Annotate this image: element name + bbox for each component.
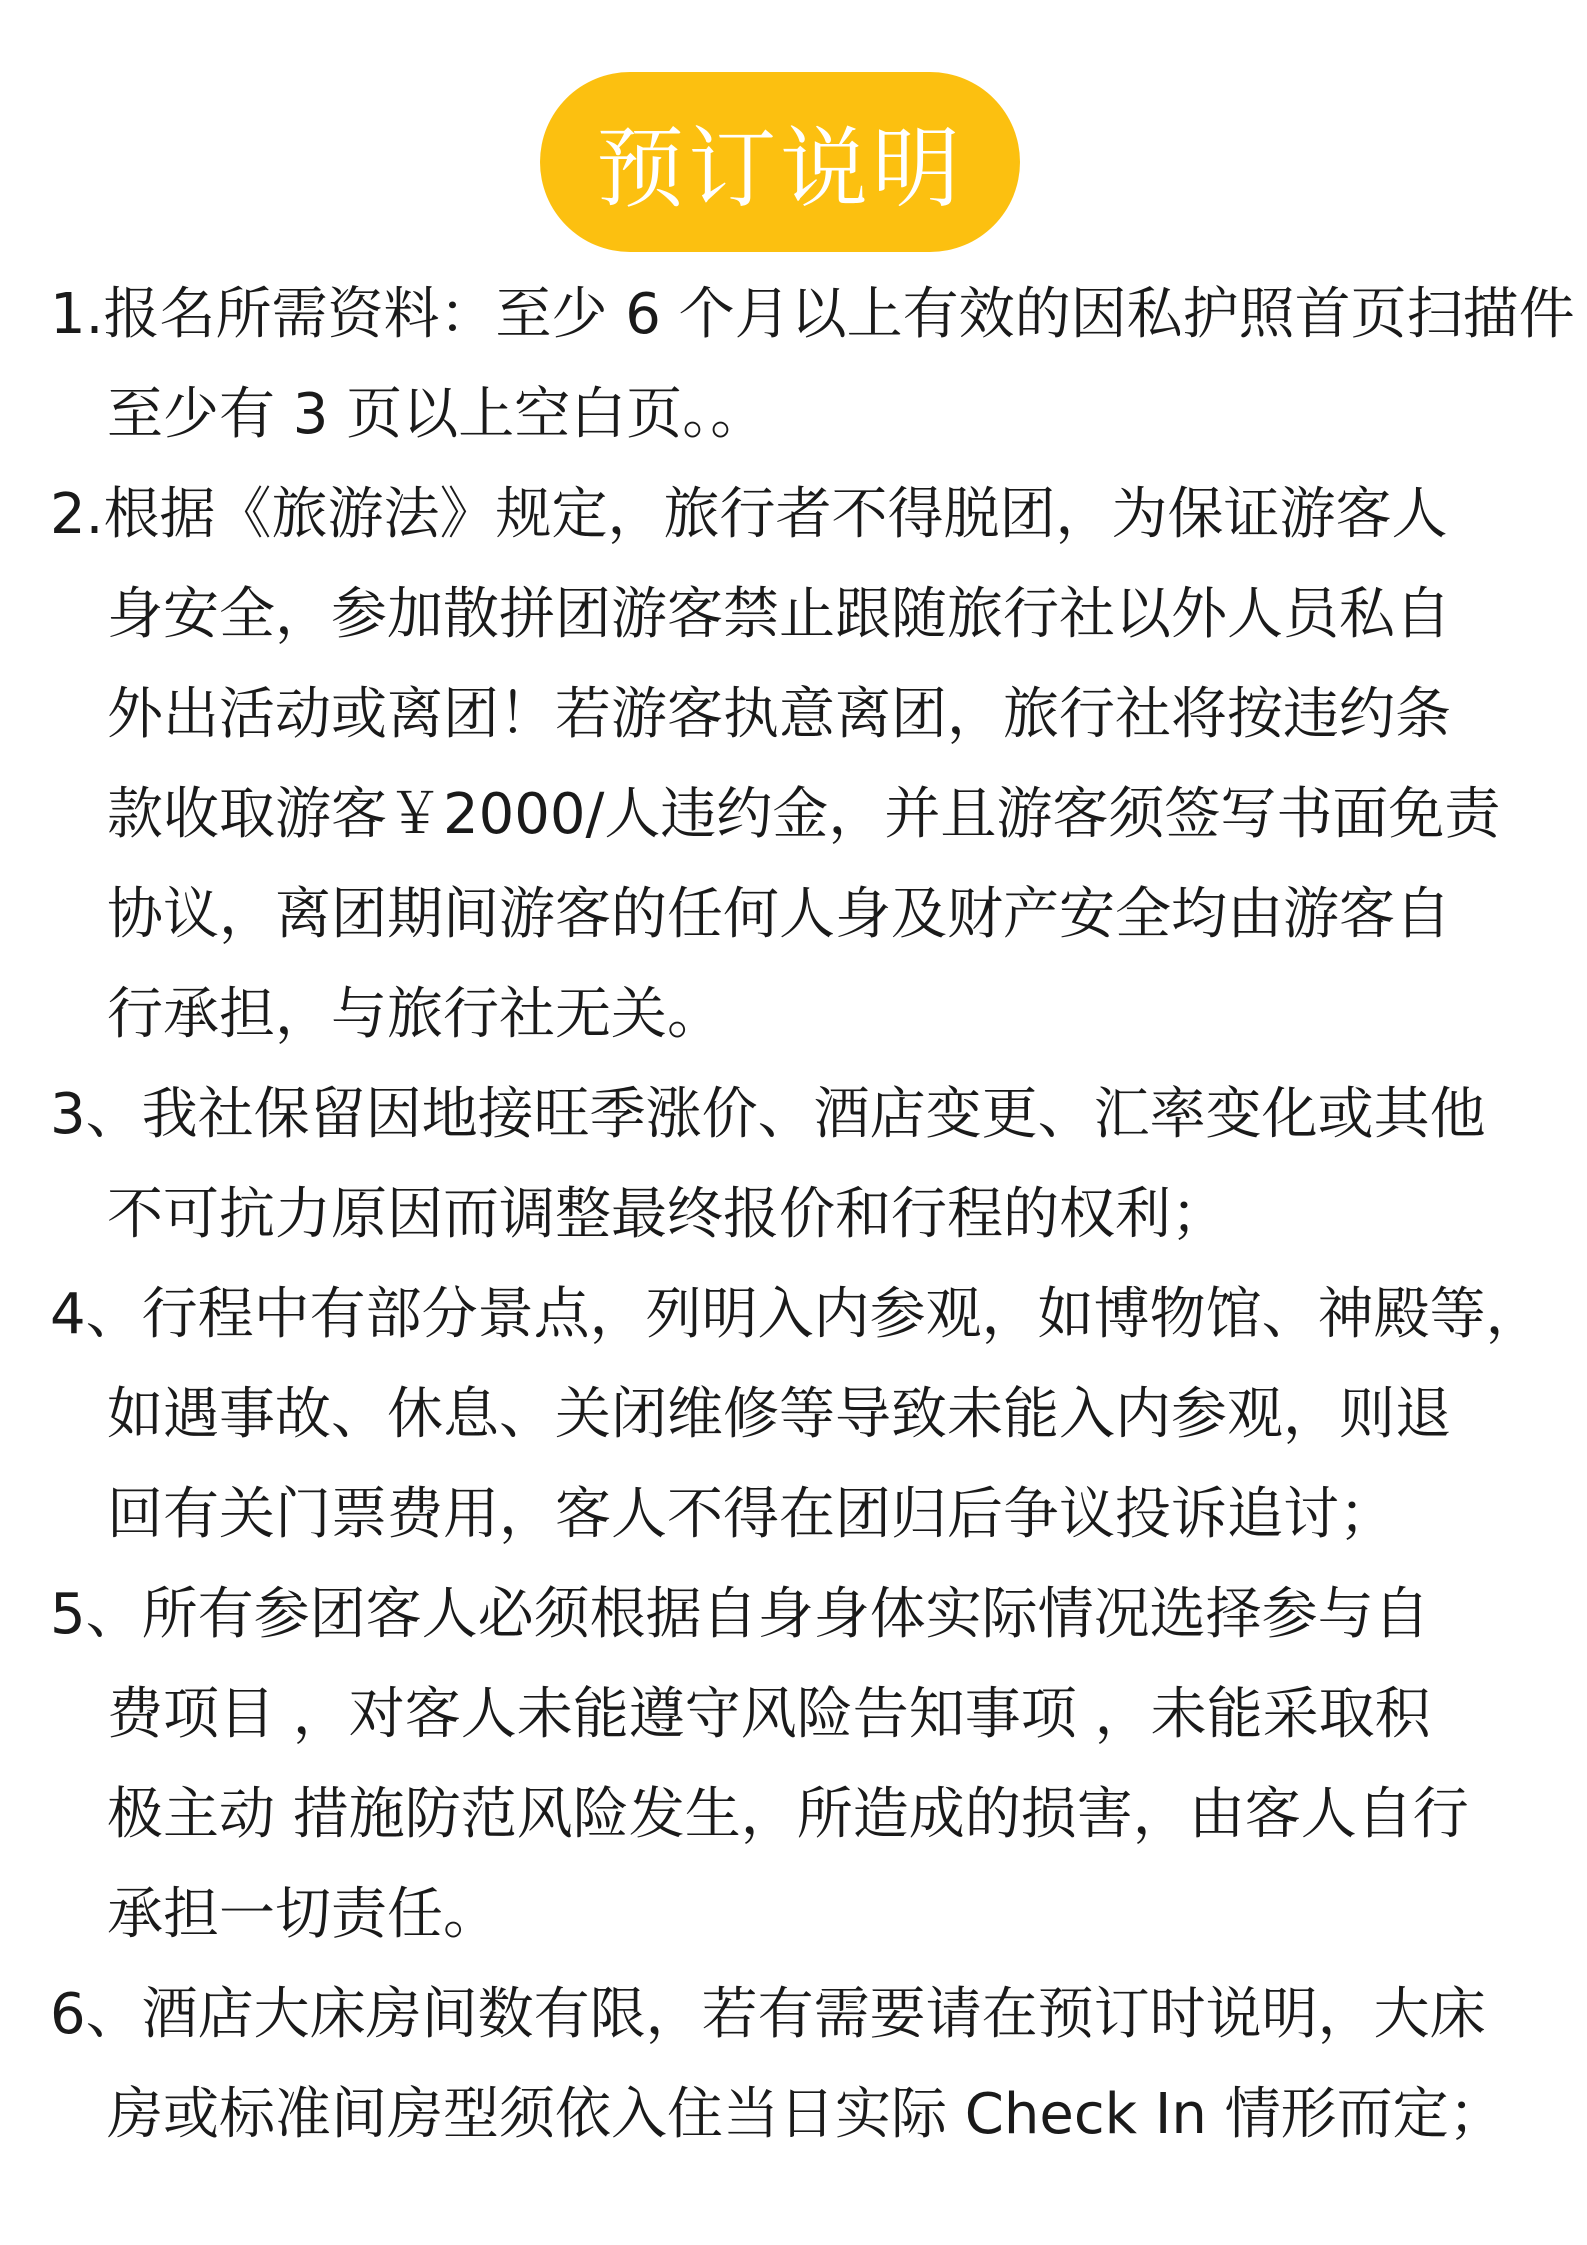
- list-item-text: 根据《旅游法》规定，旅行者不得脱团，为保证游客人: [103, 482, 1448, 547]
- list-item-5-line-4: [107, 1865, 499, 1965]
- list-item-2-line-1: [50, 465, 1447, 565]
- page-title: 预订说明: [595, 117, 964, 220]
- list-item-2-line-3: [107, 665, 1451, 765]
- list-item-2-line-2: [107, 565, 1451, 665]
- list-item-text: 行承担，与旅行社无关。: [107, 982, 723, 1047]
- list-item-text: 酒店大床房间数有限，若有需要请在预订时说明，大床: [141, 1982, 1486, 2047]
- list-item-5-line-1: [50, 1565, 1430, 1665]
- list-item-text: 我社保留因地接旺季涨价、酒店变更、汇率变化或其他: [141, 1082, 1486, 1147]
- list-item-2-line-5: [107, 865, 1451, 965]
- list-item-5-line-3: [107, 1765, 1469, 1865]
- title-badge: [540, 72, 1020, 252]
- list-item-2-line-4: [107, 765, 1500, 865]
- list-item-1-line-1: [50, 265, 1575, 365]
- list-item-6-line-1: [50, 1965, 1486, 2065]
- list-item-text: 外出活动或离团！若游客执意离团，旅行社将按违约条: [107, 682, 1451, 747]
- list-item-3-line-2: [107, 1165, 1227, 1265]
- list-item-2-line-6: [107, 965, 723, 1065]
- list-item-1-line-2: [107, 365, 766, 465]
- list-item-text: 房或标准间房型须依入住当日实际 Check In 情形而定；: [107, 2082, 1505, 2147]
- list-item-5-line-2: [107, 1665, 1431, 1765]
- list-item-text: 极主动 措施防范风险发生，所造成的损害，由客人自行: [107, 1782, 1469, 1847]
- list-item-text: 所有参团客人必须根据自身身体实际情况选择参与自: [141, 1582, 1430, 1647]
- list-item-text: 费项目 ，对客人未能遵守风险告知事项 ，未能采取积: [107, 1682, 1431, 1747]
- list-item-text: 行程中有部分景点，列明入内参观，如博物馆、神殿等，: [141, 1282, 1542, 1347]
- list-item-text: 报名所需资料：至少 6 个月以上有效的因私护照首页扫描件: [103, 282, 1575, 347]
- list-item-4-line-3: [107, 1465, 1395, 1565]
- list-item-4-line-2: [107, 1365, 1451, 1465]
- list-item-number: 6、: [50, 1982, 142, 2047]
- list-item-text: 协议，离团期间游客的任何人身及财产安全均由游客自: [107, 882, 1451, 947]
- list-item-6-line-2: [107, 2065, 1505, 2165]
- list-item-text: 至少有 3 页以上空白页。。: [107, 382, 767, 447]
- list-item-text: 身安全，参加散拼团游客禁止跟随旅行社以外人员私自: [107, 582, 1451, 647]
- list-item-text: 承担一切责任。: [107, 1882, 499, 1947]
- list-item-number: 3、: [50, 1082, 142, 1147]
- list-item-text: 款收取游客￥2000/人违约金，并且游客须签写书面免责: [107, 782, 1501, 847]
- list-item-text: 如遇事故、休息、关闭维修等导致未能入内参观，则退: [107, 1382, 1451, 1447]
- list-item-text: 不可抗力原因而调整最终报价和行程的权利；: [107, 1182, 1227, 1247]
- list-item-3-line-1: [50, 1065, 1486, 1165]
- list-item-number: 2.: [50, 482, 104, 547]
- list-item-text: 回有关门票费用，客人不得在团归后争议投诉追讨；: [107, 1482, 1395, 1547]
- list-item-number: 1.: [50, 282, 104, 347]
- list-item-4-line-1: [50, 1265, 1542, 1365]
- list-item-number: 4、: [50, 1282, 142, 1347]
- list-item-number: 5、: [50, 1582, 142, 1647]
